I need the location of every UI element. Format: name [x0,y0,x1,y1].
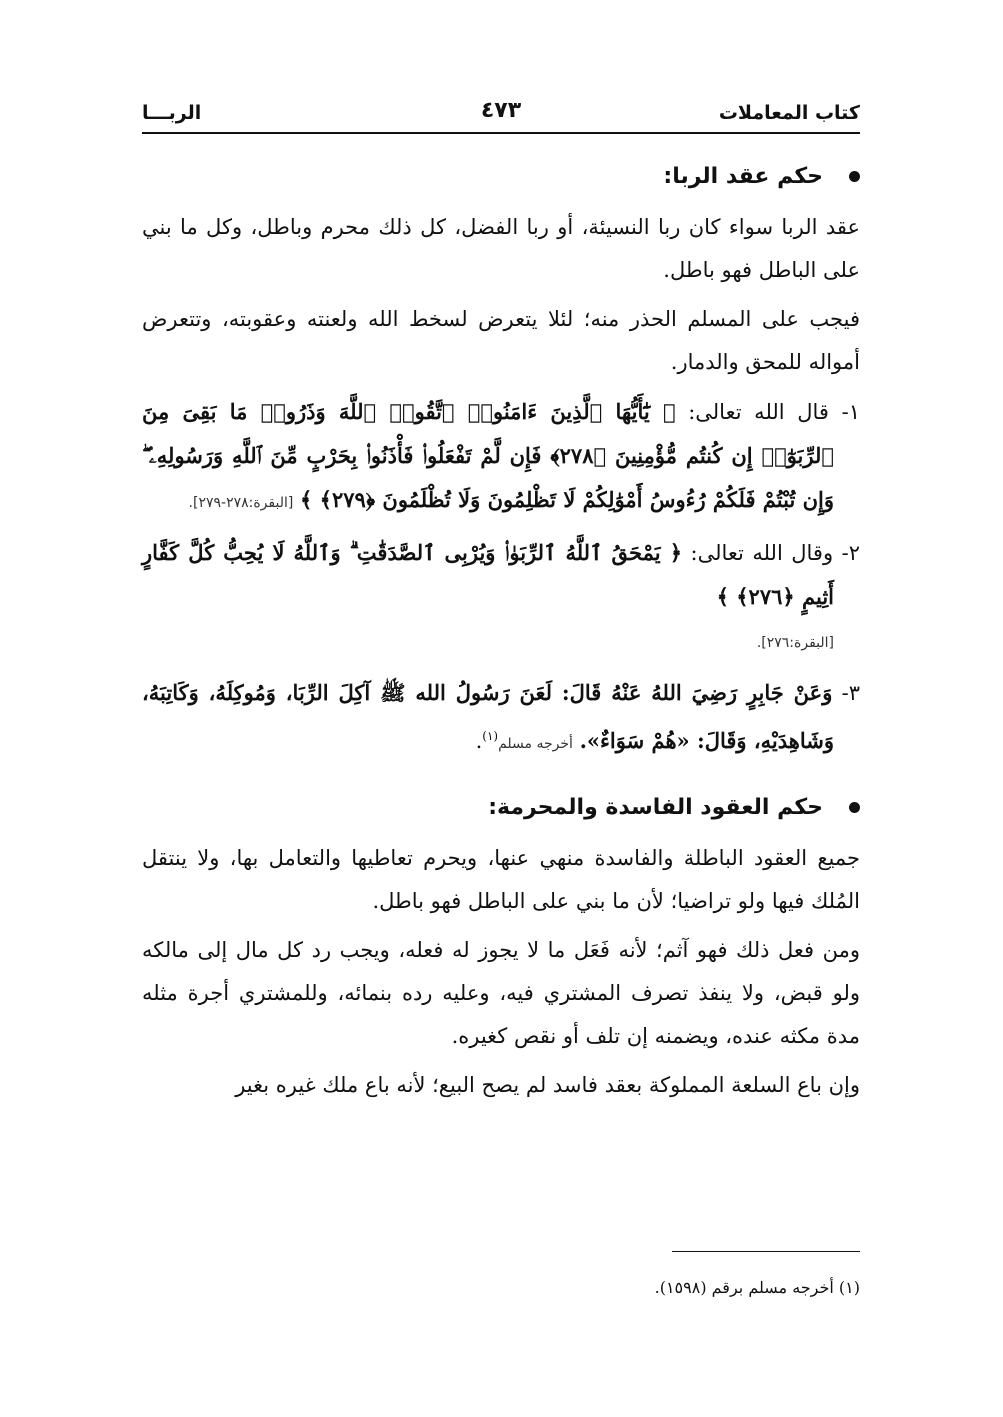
quran-verse: ﴿ يَمْحَقُ ٱللَّهُ ٱلرِّبَوٰا۟ وَيُرْبِى ٱلصَّدَقَٰتِ ۗ وَٱللَّهُ لَا يُحِبُّ كُلَّ كَفَّارٍ أَثِيمٍ ﴿٢٧٦﴾ ﴾ [142,540,834,609]
list-item-verse-2 [142,531,860,665]
bullet-icon [849,171,860,182]
running-header [142,98,860,132]
verse-reference: [البقرة:٢٧٦]. [756,635,834,651]
item-end: . [475,729,483,753]
paragraph: جميع العقود الباطلة والفاسدة منهي عنها، ويحرم تعاطيها والتعامل بها، ولا ينتقل المُلك فيها ولو تراضيا؛ لأن ما بني على الباطل فهو باطل. [142,846,860,913]
footnote-marker: (١) [482,729,499,743]
item-number: ٢- [841,541,860,565]
list-item-hadith [142,671,860,766]
paragraph: عقد الربا سواء كان ربا النسيئة، أو ربا الفضل، كل ذلك محرم وباطل، وكل ما بني على الباطل فهو باطل. [142,215,860,282]
section-heading-invalid-contracts [142,786,860,829]
item-number: ٣- [841,681,860,705]
book-title: كتاب المعاملات [718,102,860,124]
list-item-verse-1 [142,390,860,525]
section-title: حكم عقد الربا: [663,164,823,189]
paragraph: وإن باع السلعة المملوكة بعقد فاسد لم يصح البيع؛ لأنه باع ملك غيره بغير [235,1073,860,1097]
item-intro: قال الله تعالى: [688,400,829,424]
section-title: حكم العقود الفاسدة والمحرمة: [488,795,823,820]
header-rule [142,132,860,134]
section-heading-riba-ruling [142,155,860,198]
paragraph: فيجب على المسلم الحذر منه؛ لئلا يتعرض لسخط الله ولعنته وعقوبته، وتتعرض أمواله للمحق والدمار. [142,307,860,374]
verse-reference: [البقرة:٢٧٨-٢٧٩]. [188,495,294,511]
footnote-separator [672,1251,860,1252]
bullet-icon [849,802,860,813]
quran-verse: ﴿ يَٰٓأَيُّهَا ٱلَّذِينَ ءَامَنُوا۟ ٱتَّقُوا۟ ٱللَّهَ وَذَرُوا۟ مَا بَقِىَ مِنَ ٱلرِّبَوٰٓا۟ إِن كُنتُم مُّؤْمِنِينَ ﴿٢٧٨﴾ فَإِن لَّمْ تَفْعَلُوا۟ فَأْذَنُوا۟ بِحَرْبٍ مِّنَ ٱللَّهِ وَرَسُولِهِۦ ۖ وَإِن تُبْتُمْ فَلَكُمْ رُءُوسُ أَمْوَٰلِكُمْ لَا تَظْلِمُونَ وَلَا تُظْلَمُونَ ﴿٢٧٩﴾ ﴾ [142,399,834,512]
hadith-text: وَعَنْ جَابِرٍ رَضِيَ اللهُ عَنْهُ قَالَ: لَعَنَ رَسُولُ الله ﷺ آكِلَ الرِّبَا، وَمُوكِلَهُ، وَكَاتِبَهُ، وَشَاهِدَيْهِ، وَقَالَ: «هُمْ سَوَاءٌ». [142,680,834,753]
hadith-source: أخرجه مسلم [498,736,573,752]
page-number: ٤٧٣ [480,98,522,123]
paragraph: ومن فعل ذلك فهو آثم؛ لأنه فَعَل ما لا يجوز له فعله، ويجب رد كل مال إلى مالكه ولو قبض، ولا ينفذ تصرف المشتري فيه، وعليه رده بنمائه، وللمشتري أجرة مثله مدة مكثه عنده، ويضمنه إن تلف أو نقص كغيره. [142,938,860,1048]
page-body [142,155,860,1113]
chapter-title: الربـــا [142,102,202,124]
item-intro: وقال الله تعالى: [690,541,834,565]
item-number: ١- [841,400,860,424]
footnote: (١) أخرجه مسلم برقم (١٥٩٨). [654,1278,860,1297]
